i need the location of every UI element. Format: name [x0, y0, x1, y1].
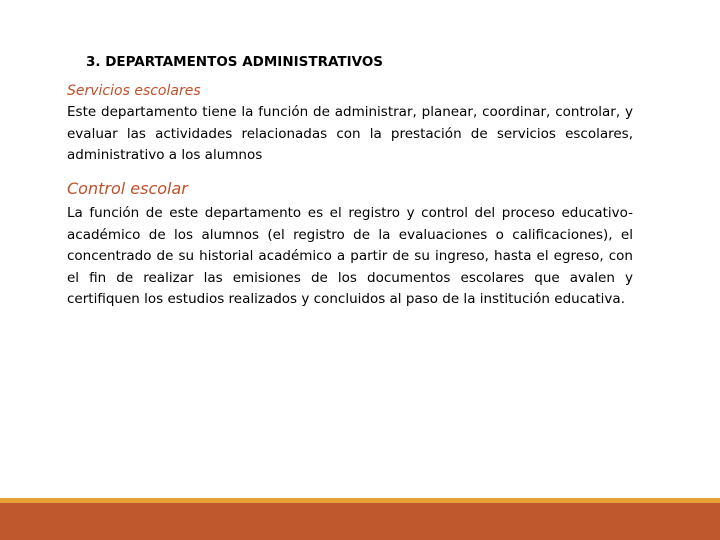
footer-bar: [0, 503, 720, 540]
section-servicios-escolares: [67, 81, 633, 167]
section-control-escolar: [67, 178, 633, 311]
section-text-servicios-escolares: Este departamento tiene la función de administrar, planear, coordinar, controlar, y evaluar las actividades relacionadas con la prestación de servicios escolares, administrativo a los alumnos: [67, 104, 633, 163]
section-title-control-escolar: Control escolar: [67, 179, 188, 198]
section-title-servicios-escolares: Servicios escolares: [67, 83, 201, 99]
section-text-control-escolar: La función de este departamento es el registro y control del proceso educativo-académico de los alumnos (el registro de la evaluaciones o calificaciones), el concentrado de su historial académico a partir de su ingreso, hasta el egreso, con el fin de realizar las emisiones de los documentos escolares que avalen y certifiquen los estudios realizados y concluidos al paso de la institución educativa.: [67, 205, 633, 307]
page-heading: 3. DEPARTAMENTOS ADMINISTRATIVOS: [86, 54, 384, 70]
